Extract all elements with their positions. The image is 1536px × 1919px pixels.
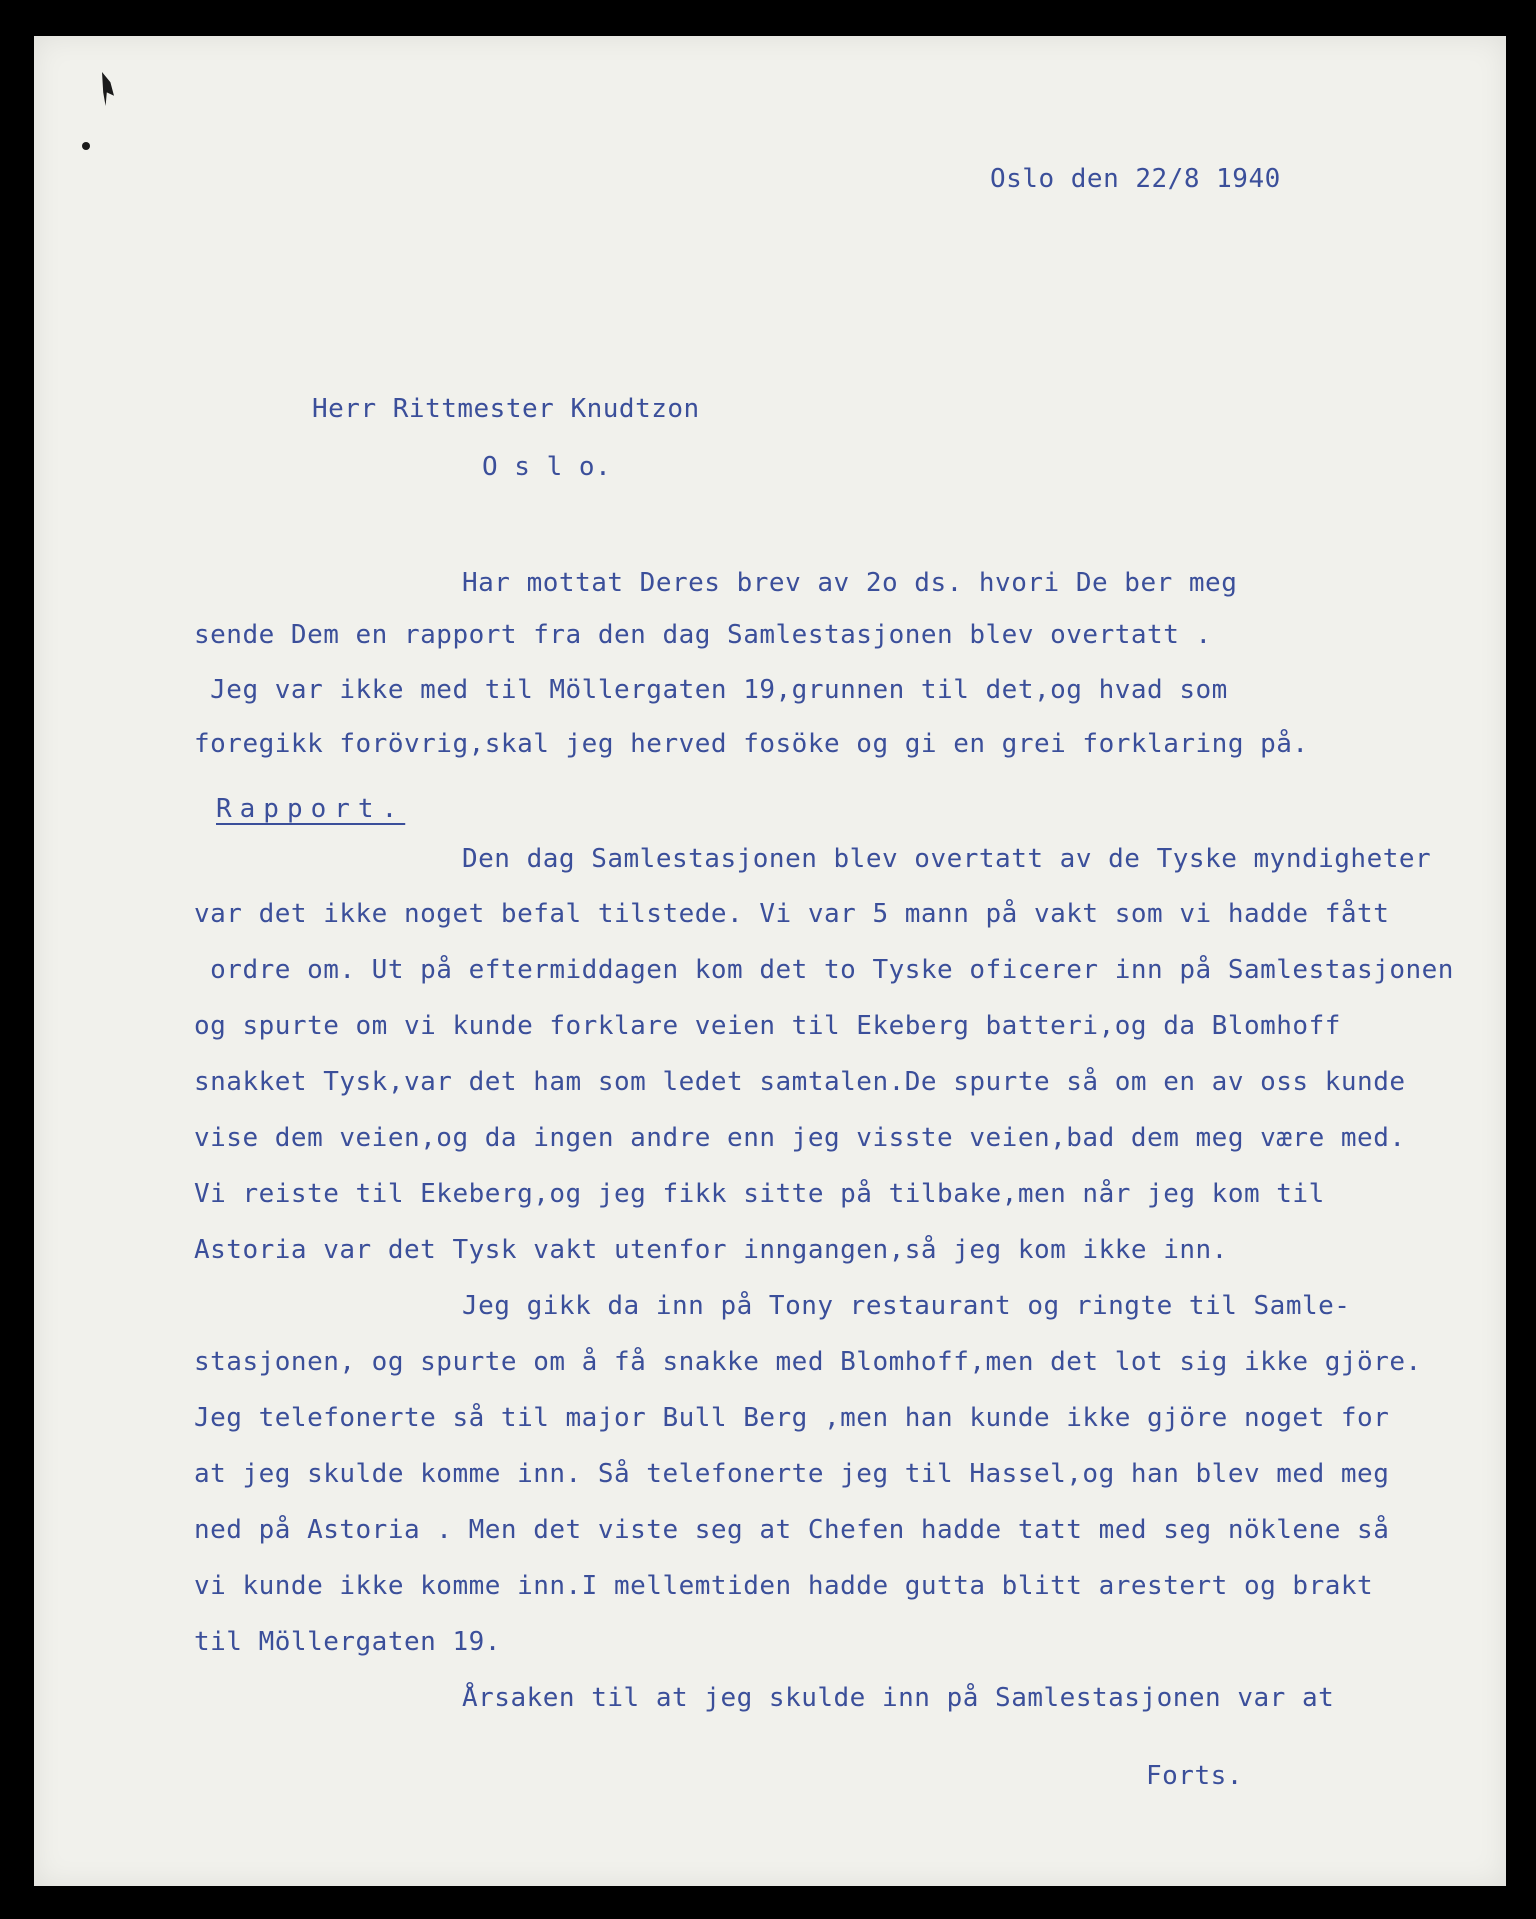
body-1-line-2: var det ikke noget befal tilstede. Vi var 5 mann på vakt som vi hadde fått <box>194 899 1390 929</box>
ink-mark <box>102 72 114 106</box>
letter-sheet <box>34 36 1506 1886</box>
body-1-line-7: Vi reiste til Ekeberg,og jeg fikk sitte på tilbake,men når jeg kom til <box>194 1179 1325 1209</box>
body-1-line-1: Den dag Samlestasjonen blev overtatt av de Tyske myndigheter <box>462 844 1432 874</box>
body-1-line-8: Astoria var det Tysk vakt utenfor inngangen,så jeg kom ikke inn. <box>194 1235 1228 1265</box>
ink-dot <box>82 142 90 150</box>
body-2-line-7: til Möllergaten 19. <box>194 1627 501 1657</box>
body-3-line-1: Årsaken til at jeg skulde inn på Samlestasjonen var at <box>462 1683 1335 1713</box>
body-1-line-4: og spurte om vi kunde forklare veien til Ekeberg batteri,og da Blomhoff <box>194 1011 1341 1041</box>
body-1-line-3: ordre om. Ut på eftermiddagen kom det to Tyske oficerer inn på Samlestasjonen <box>194 955 1454 985</box>
body-2-line-5: ned på Astoria . Men det viste seg at Chefen hadde tatt med seg nöklene så <box>194 1515 1390 1545</box>
body-2-line-2: stasjonen, og spurte om å få snakke med Blomhoff,men det lot sig ikke gjöre. <box>194 1347 1422 1377</box>
intro-line-4: foregikk forövrig,skal jeg herved fosöke og gi en grei forklaring på. <box>194 729 1309 759</box>
body-2-line-3: Jeg telefonerte så til major Bull Berg ,men han kunde ikke gjöre noget for <box>194 1403 1390 1433</box>
recipient-name: Herr Rittmester Knudtzon <box>312 394 700 424</box>
body-2-line-4: at jeg skulde komme inn. Så telefonerte jeg til Hassel,og han blev med meg <box>194 1459 1390 1489</box>
body-1-line-6: vise dem veien,og da ingen andre enn jeg visste veien,bad dem meg være med. <box>194 1123 1406 1153</box>
letter-date: Oslo den 22/8 1940 <box>990 164 1281 194</box>
intro-line-3: Jeg var ikke med til Möllergaten 19,grunnen til det,og hvad som <box>194 675 1228 705</box>
body-2-line-6: vi kunde ikke komme inn.I mellemtiden hadde gutta blitt arestert og brakt <box>194 1571 1374 1601</box>
section-heading: Rapport. <box>216 794 406 824</box>
intro-line-1: Har mottat Deres brev av 2o ds. hvori De ber meg <box>462 568 1238 598</box>
body-1-line-5: snakket Tysk,var det ham som ledet samtalen.De spurte så om en av oss kunde <box>194 1067 1406 1097</box>
body-2-line-1: Jeg gikk da inn på Tony restaurant og ringte til Samle- <box>462 1291 1351 1321</box>
intro-line-2: sende Dem en rapport fra den dag Samlestasjonen blev overtatt . <box>194 620 1212 650</box>
recipient-city: O s l o. <box>482 452 612 482</box>
continuation-note: Forts. <box>1146 1761 1243 1791</box>
